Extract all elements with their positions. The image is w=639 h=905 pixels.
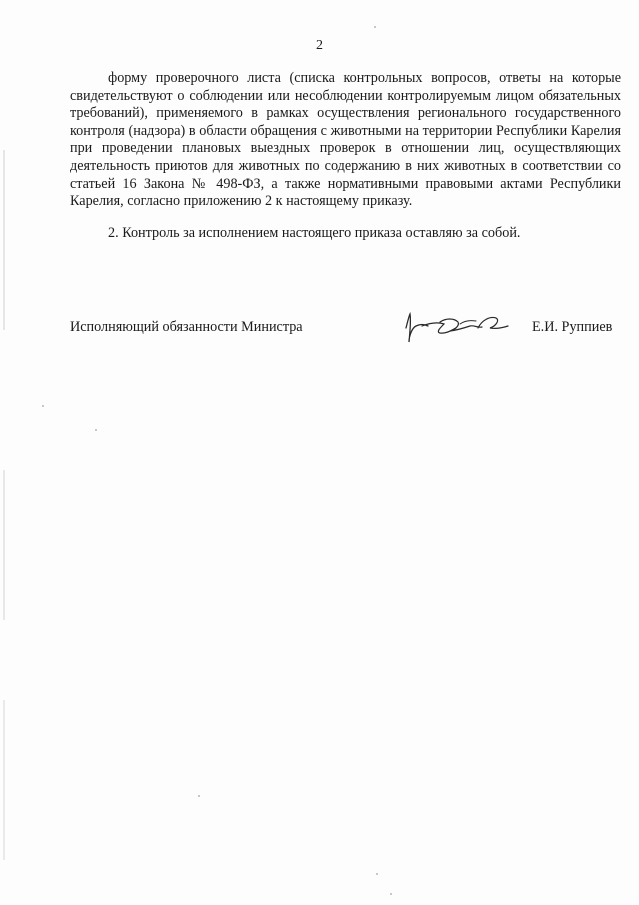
scan-speck <box>390 893 392 895</box>
scan-speck <box>95 429 97 431</box>
signer-name: Е.И. Руппиев <box>532 319 613 335</box>
paragraph-approve-checklist: форму проверочного листа (списка контрольных вопросов, ответы на которые свидетельствуют о соблюдении или несоблюдении контролируемым лицом обязательных требований), применяемого в рамках осуществления регионального государственного контроля (надзора) в области обращения с животными на территории Республики Карелия при проведении плановых выездных проверок в отношении лиц, осуществляющих деятельность приютов для животных по содержанию в них животных в соответствии со статьей 16 Закона № 498-ФЗ, а также нормативными правовыми актами Республики Карелия, согласно приложению 2 к настоящему приказу. <box>70 70 621 210</box>
scan-edge-marks <box>3 0 5 905</box>
page-number: 2 <box>316 38 323 53</box>
handwritten-signature <box>400 306 512 348</box>
scan-speck <box>374 26 376 28</box>
scan-speck <box>376 873 378 875</box>
scan-speck <box>42 405 44 407</box>
signer-position-title: Исполняющий обязанности Министра <box>70 319 303 335</box>
scan-speck <box>198 795 200 797</box>
paragraph-control-clause: 2. Контроль за исполнением настоящего приказа оставляю за собой. <box>108 225 521 241</box>
